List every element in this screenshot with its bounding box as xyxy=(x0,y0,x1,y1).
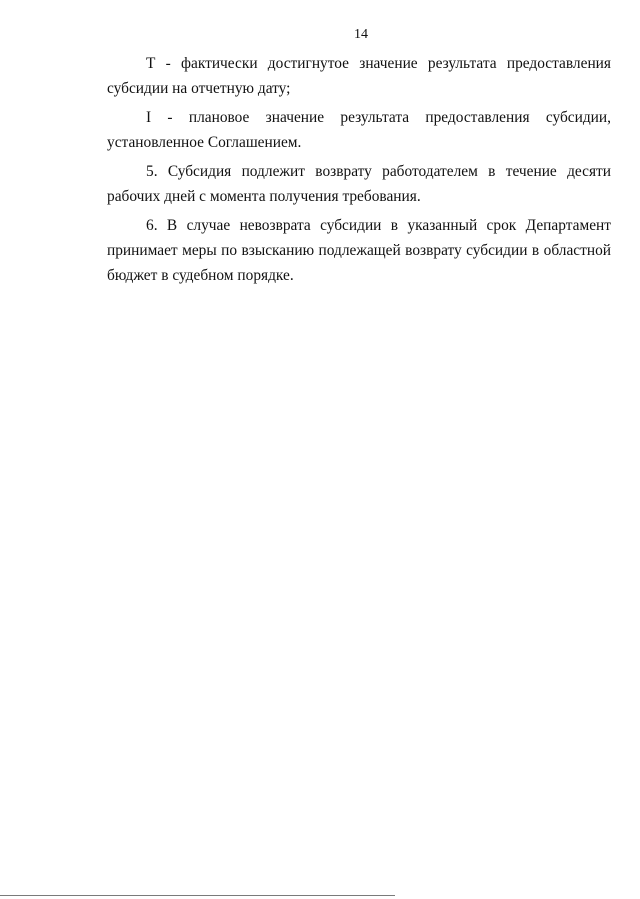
paragraph-line: рабочих дней с момента получения требования. xyxy=(107,188,421,205)
paragraph-t-definition xyxy=(107,51,611,101)
page-number: 14 xyxy=(354,27,368,42)
paragraph-line: субсидии на отчетную дату; xyxy=(107,80,291,97)
paragraph-line: I - плановое значение результата предоставления субсидии, xyxy=(146,109,611,126)
paragraph-line: 6. В случае невозврата субсидии в указанный срок Департамент xyxy=(146,217,611,234)
paragraph-line: принимает меры по взысканию подлежащей возврату субсидии в областной xyxy=(107,242,611,259)
paragraph-i-definition xyxy=(107,105,611,155)
scan-edge-line xyxy=(0,895,395,896)
paragraph-line: 5. Субсидия подлежит возврату работодателем в течение десяти xyxy=(146,163,611,180)
paragraph-clause-6 xyxy=(107,213,611,288)
paragraph-line: Т - фактически достигнутое значение результата предоставления xyxy=(146,55,611,72)
document-body xyxy=(107,51,611,292)
paragraph-line: бюджет в судебном порядке. xyxy=(107,267,294,284)
paragraph-line: установленное Соглашением. xyxy=(107,134,302,151)
paragraph-clause-5 xyxy=(107,159,611,209)
